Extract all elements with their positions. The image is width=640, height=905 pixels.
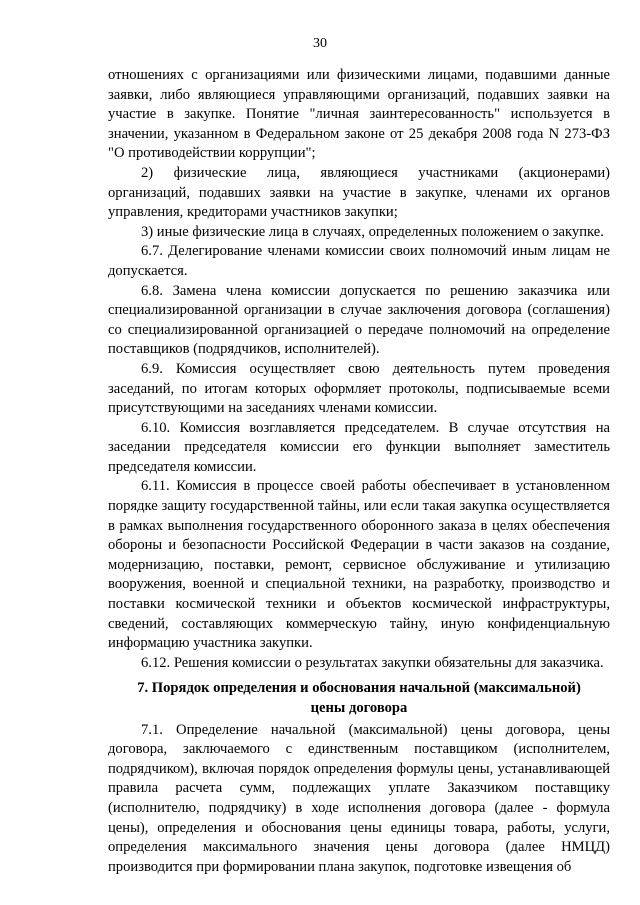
paragraph: 6.8. Замена члена комиссии допускается по решению заказчика или специализированной организации в случае заключения договора (соглашения) со специализированной организацией о передаче полномочий на определение поставщиков (подрядчиков, исполнителей). [108,282,610,358]
paragraph: 6.12. Решения комиссии о результатах закупки обязательны для заказчика. [141,654,604,671]
document-body [108,66,610,877]
paragraph: 3) иные физические лица в случаях, определенных положением о закупке. [141,223,604,240]
section-heading-line: 7. Порядок определения и обоснования начальной (максимальной) [137,680,581,697]
section-heading [108,679,610,718]
page-number: 30 [313,36,327,51]
paragraph: 6.9. Комиссия осуществляет свою деятельность путем проведения заседаний, по итогам которых оформляет протоколы, подписываемые всеми присутствующими на заседаниях членами комиссии. [108,360,610,417]
paragraph: 6.11. Комиссия в процессе своей работы обеспечивает в установленном порядке защиту государственной тайны, или если такая закупка осуществляется в рамках выполнения государственного оборонного заказа в целях обеспечения обороны и безопасности Российской Федерации в части заказов на создание, модернизацию, поставки, ремонт, сервисное обслуживание и утилизацию вооружения, военной и специальной техники, на разработку, производство и поставки космической техники и объектов космической инфраструктуры, сведений, составляющих коммерческую тайну, иную конфиденциальную информацию участника закупки. [108,478,610,652]
paragraph: 6.7. Делегирование членами комиссии своих полномочий иным лицам не допускается. [108,243,610,279]
paragraph: отношениях с организациями или физическими лицами, подавшими данные заявки, либо являющиеся управляющими организаций, подавших заявки на участие в закупке. Понятие "личная заинтересованность" используется в значении, указанном в Федеральном законе от 25 декабря 2008 года N 273-ФЗ "О противодействии коррупции"; [108,67,610,162]
paragraph: 6.10. Комиссия возглавляется председателем. В случае отсутствия на заседании председателя комиссии его функции выполняет заместитель председателя комиссии. [108,419,610,475]
paragraph: 7.1. Определение начальной (максимальной) цены договора, цены договора, заключаемого с единственным поставщиком (исполнителем, подрядчиком), включая порядок определения формулы цены, устанавливающей правила расчета сумм, подлежащих уплате Заказчиком поставщику (исполнителю, подрядчику) в ходе исполнения договора (далее - формула цены), определения и обоснования цены единицы товара, работы, услуги, определения максимального значения цены договора (далее НМЦД) производится при формировании плана закупок, подготовке извещения об [108,721,610,875]
section-heading-line: цены договора [310,700,408,716]
paragraph: 2) физические лица, являющиеся участниками (акционерами) организаций, подавших заявки на участие в закупке, членами их органов управления, кредиторами участников закупки; [108,164,610,221]
